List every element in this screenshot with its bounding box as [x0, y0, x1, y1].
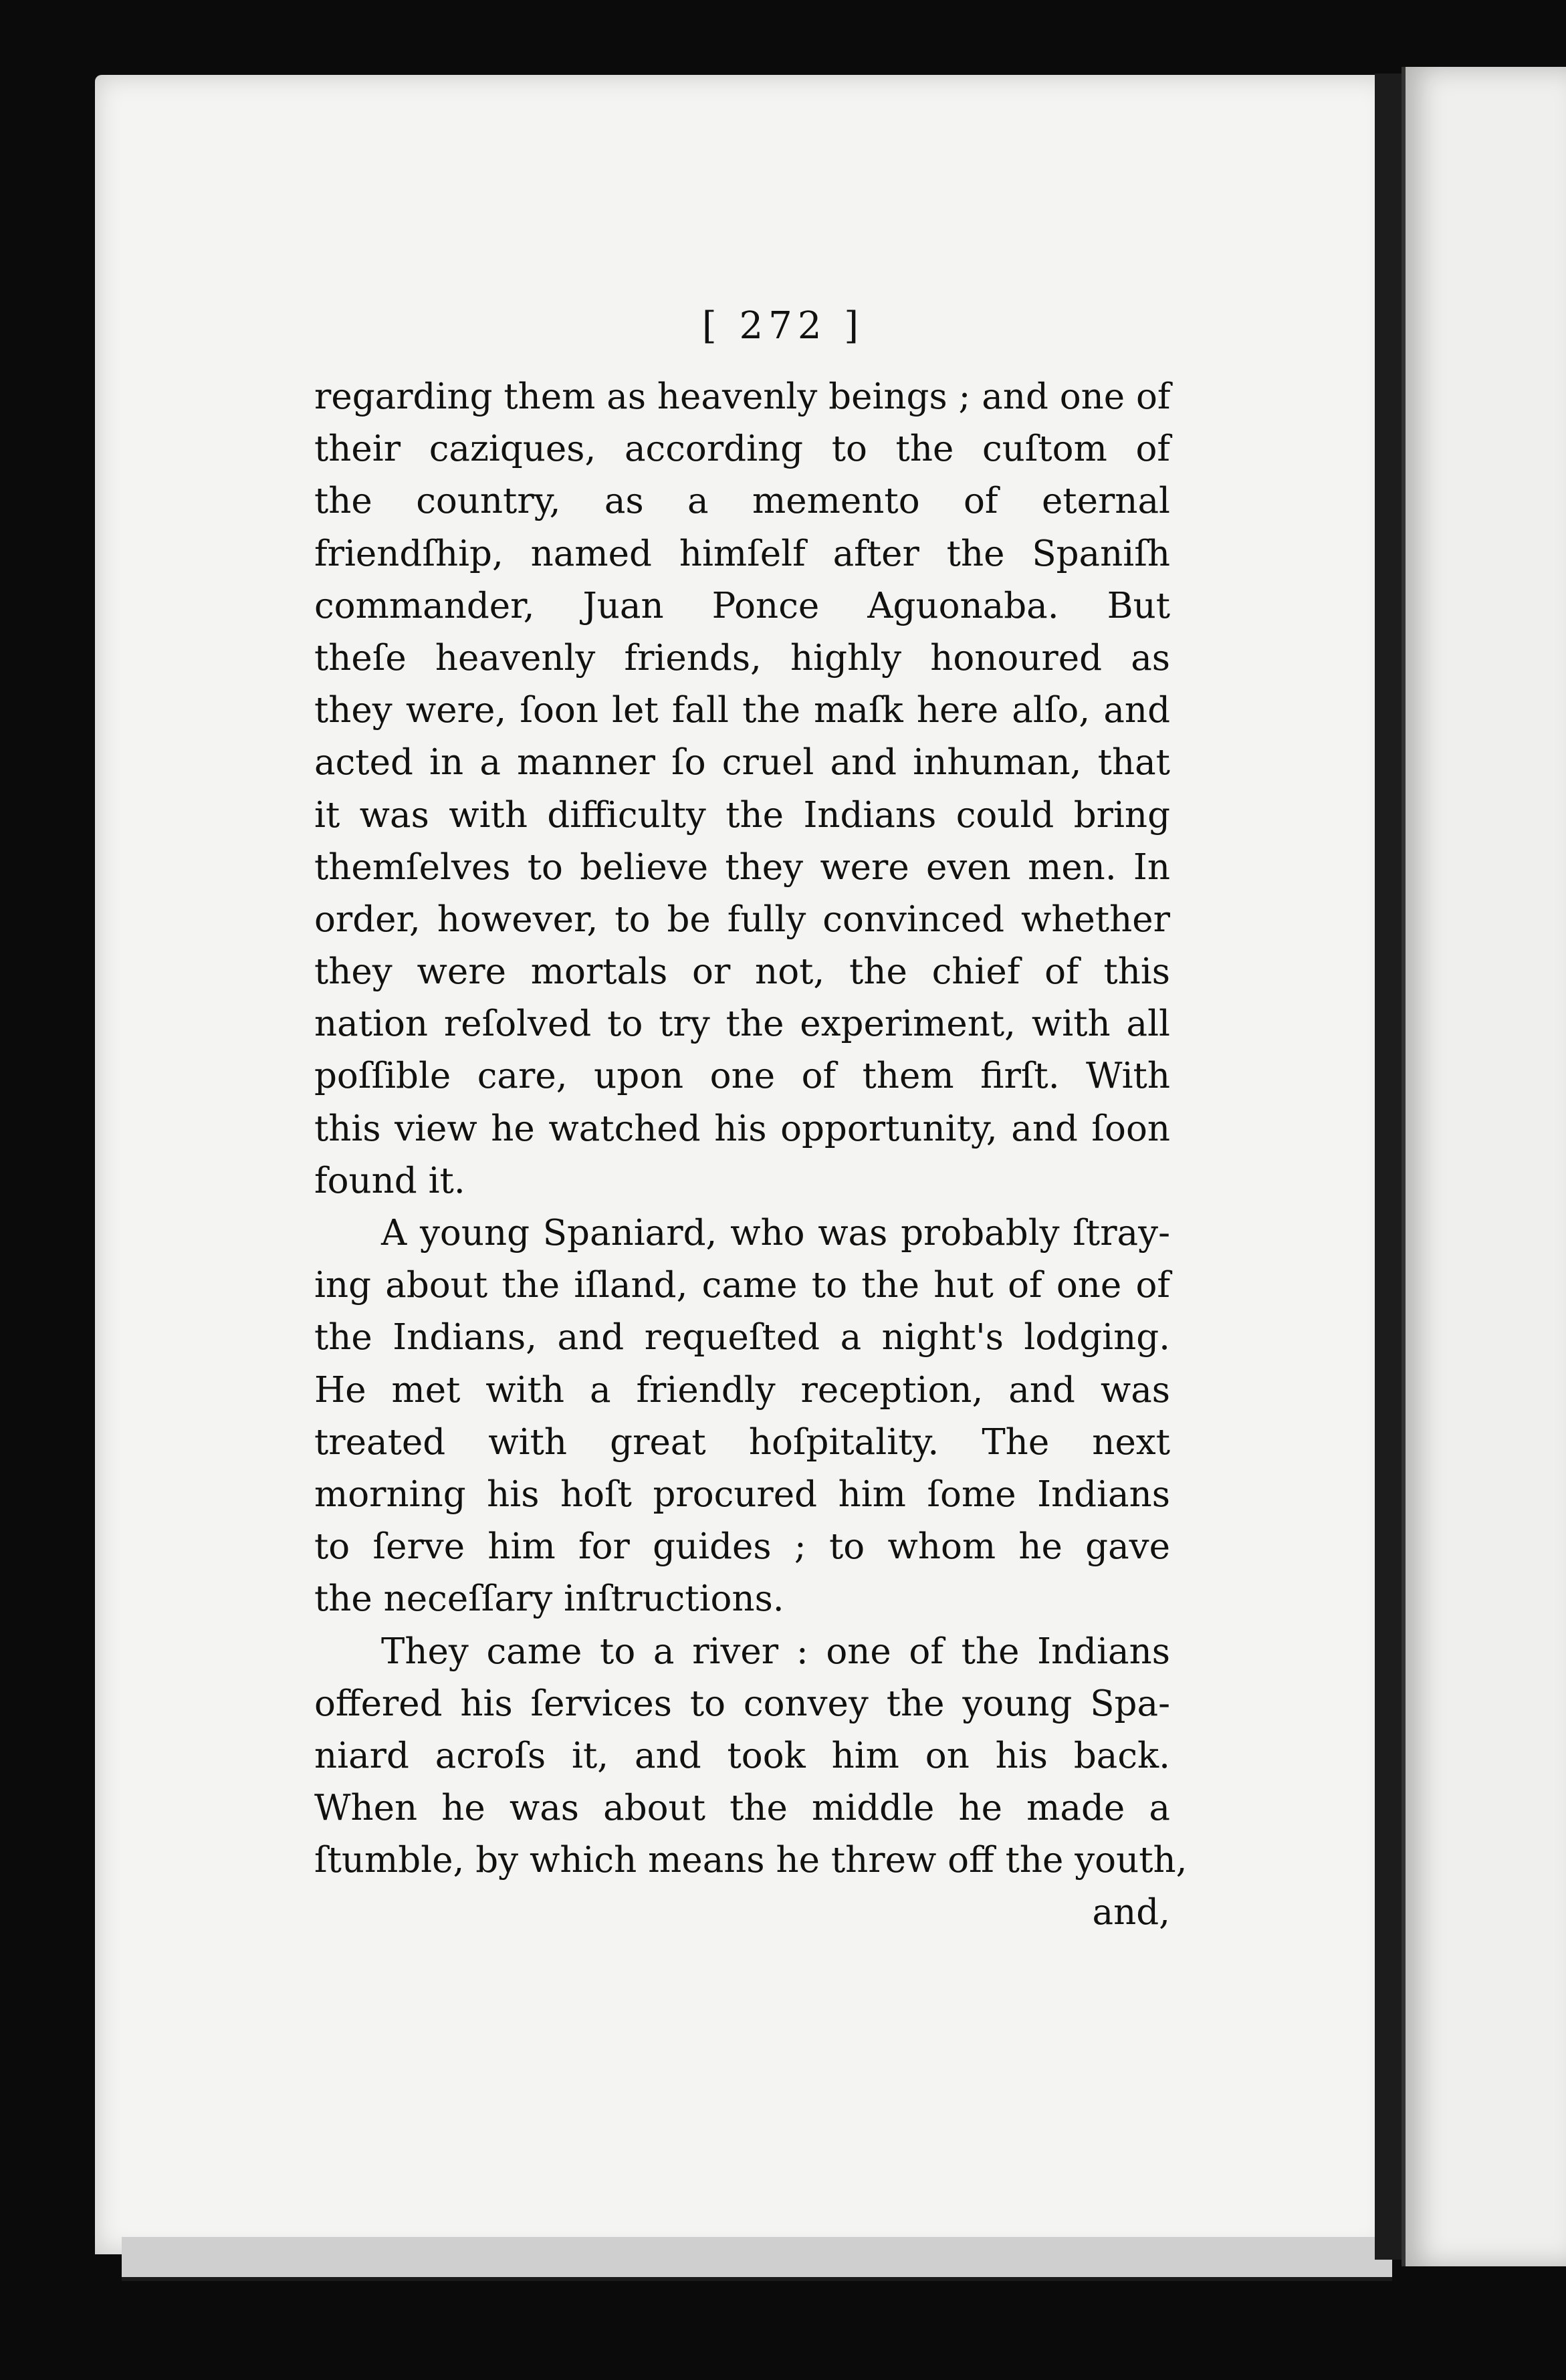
text-line: this view he watched his opportunity, and ſoon — [314, 1108, 1170, 1149]
text-line: to ſerve him for guides ; to whom he gave — [314, 1526, 1170, 1568]
page-bottom-edge — [122, 2237, 1392, 2281]
text-line: it was with difficulty the Indians could bring — [314, 794, 1170, 836]
text-line: commander, Juan Ponce Aguonaba. But — [314, 585, 1170, 626]
text-line: they were, ſoon let fall the maſk here alſo, and — [314, 690, 1170, 731]
text-line: ſtumble, by which means he threw off the youth, — [314, 1840, 1188, 1881]
text-line: He met with a friendly reception, and was — [314, 1369, 1170, 1411]
text-line: order, however, to be fully convinced whether — [314, 899, 1170, 940]
text-line: poſſible care, upon one of them firſt. With — [314, 1056, 1170, 1097]
text-line: A young Spaniard, who was probably ſtray- — [381, 1213, 1170, 1254]
right-page-edge — [1402, 67, 1566, 2266]
text-line: themſelves to believe they were even men. In — [314, 846, 1170, 888]
text-line: their caziques, according to the cuſtom of — [314, 429, 1170, 470]
text-line: theſe heavenly friends, highly honoured as — [314, 637, 1170, 679]
text-line: treated with great hoſpitality. The next — [314, 1421, 1170, 1463]
text-line: ing about the iſland, came to the hut of one of — [314, 1265, 1170, 1306]
book-gutter — [1375, 74, 1402, 2260]
text-line: the Indians, and requeſted a night's lodging. — [314, 1317, 1170, 1358]
text-line: regarding them as heavenly beings ; and one of — [314, 376, 1171, 417]
text-line: offered his ſervices to convey the young Spa- — [314, 1683, 1170, 1724]
text-line: they were mortals or not, the chief of this — [314, 951, 1170, 993]
text-line: When he was about the middle he made a — [314, 1788, 1170, 1829]
text-line: the country, as a memento of eternal — [314, 481, 1170, 522]
text-line: found it. — [314, 1160, 465, 1201]
text-line: acted in a manner ſo cruel and inhuman, that — [314, 742, 1170, 784]
text-line: They came to a river : one of the Indians — [381, 1631, 1170, 1672]
text-line: the neceſſary inſtructions. — [314, 1578, 784, 1620]
page-number: [ 272 ] — [701, 304, 865, 348]
catchword: and, — [1092, 1892, 1170, 1933]
text-line: morning his hoſt procured him ſome Indians — [314, 1473, 1170, 1515]
text-line: friendſhip, named himſelf after the Spaniſh — [314, 533, 1170, 574]
body-text — [314, 371, 1188, 1939]
text-line: niard acroſs it, and took him on his back. — [314, 1735, 1170, 1776]
text-line: nation reſolved to try the experiment, with all — [314, 1003, 1170, 1045]
